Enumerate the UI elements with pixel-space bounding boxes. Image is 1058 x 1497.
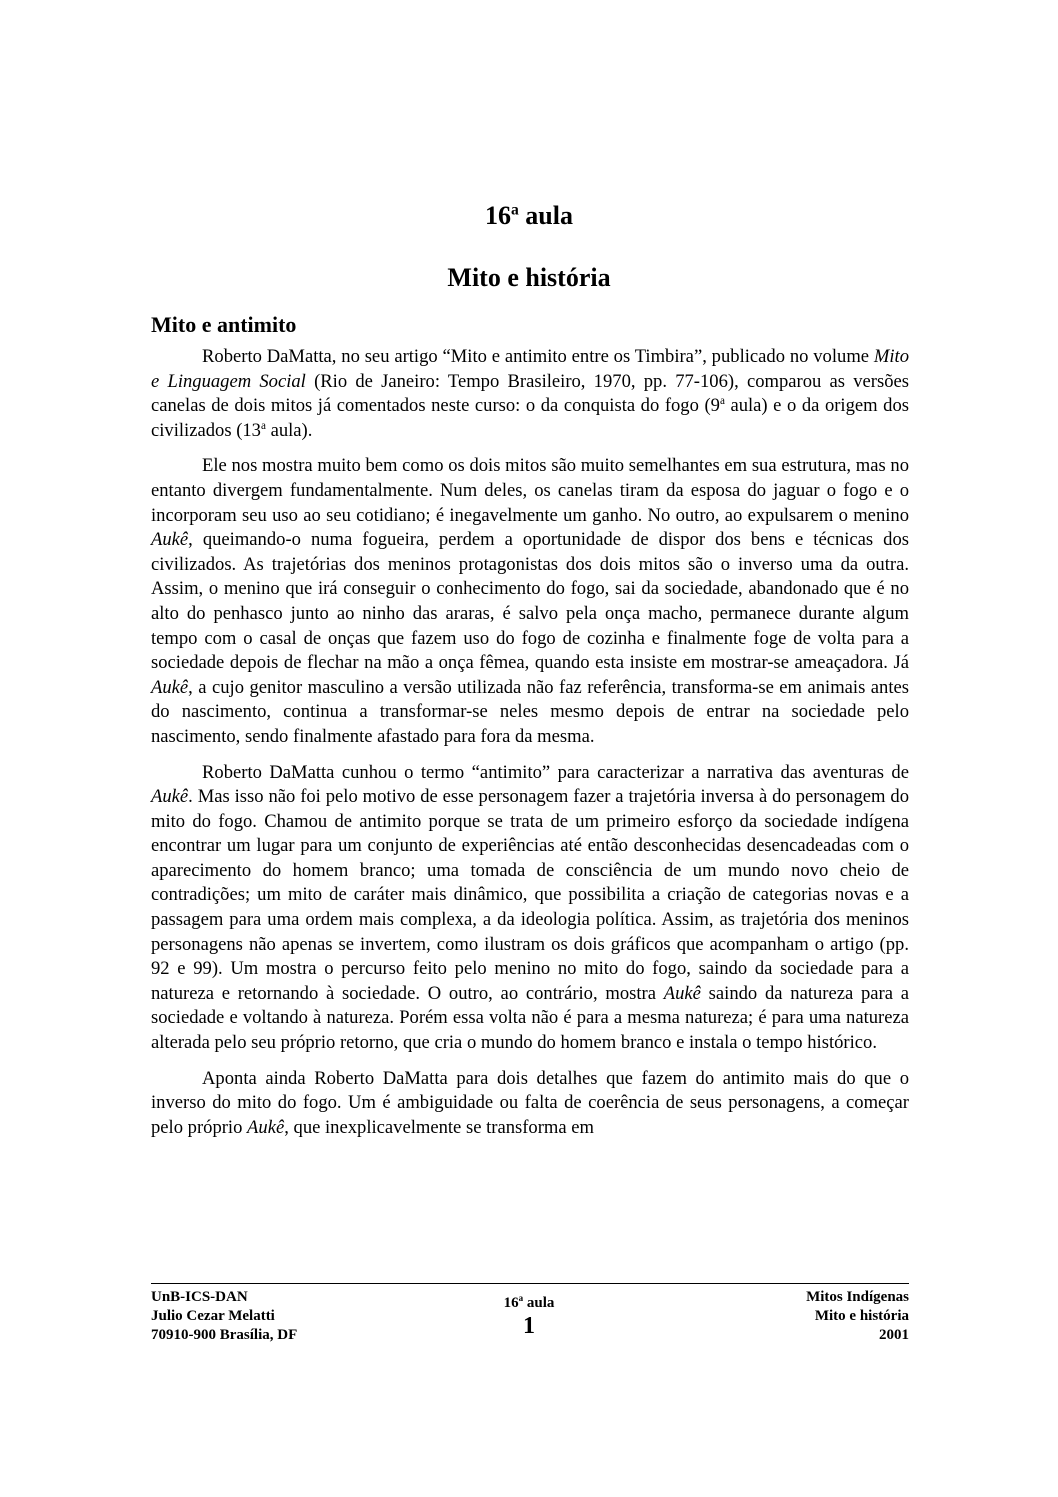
text-run: aula) e o da origem dos civilizados (13 bbox=[151, 395, 909, 441]
paragraph bbox=[151, 345, 909, 443]
italic-term: Aukê bbox=[151, 529, 189, 551]
footer-year: 2001 bbox=[879, 1327, 909, 1343]
text-run: Roberto DaMatta, no seu artigo “Mito e antimito entre os Timbira”, publicado no volume bbox=[202, 346, 874, 367]
text-run: Roberto DaMatta cunhou o termo “antimito” para caracterizar a narrativa das aventuras de bbox=[202, 761, 909, 783]
text-run: . Mas isso não foi pelo motivo de esse personagem fazer a trajetória inversa à do personagem do mito do fogo. Chamou de antimito porque se trata de um primeiro esforço da sociedade indígena encontrar um lugar para um conjunto de experiências até então desconhecidas desencadeadas com o aparecimento do homem branco; uma tomada de consciência de um mundo novo cheio de contradições; um mito de caráter mais dinâmico, que possibilita a criação de categorias novas e a passagem para uma ordem mais complexa, a da ideologia política. Assim, as trajetória dos meninos personagens não apenas se invertem, como ilustram os dois gráficos que acompanham o artigo (pp. 92 e 99). Um mostra o percurso feito pelo menino no mito do fogo, saindo da sociedade para a natureza e retornando à sociedade. O outro, ao contrário, mostra bbox=[151, 786, 909, 1004]
footer-lecture-ordinal: a bbox=[518, 1293, 524, 1303]
title-block bbox=[0, 196, 1058, 298]
footer-course: Mitos Indígenas bbox=[806, 1289, 909, 1305]
text-run: , a cujo genitor masculino a versão utilizada não faz referência, transforma-se em animais antes do nascimento, continua a transformar-se neles mesmo depois de entrar na sociedade pelo nascimento, sendo finalmente afastado para fora da mesma. bbox=[151, 676, 909, 747]
italic-term: Aukê bbox=[151, 786, 189, 808]
paragraph bbox=[151, 454, 909, 749]
text-run: , queimando-o numa fogueira, perdem a oportunidade de dispor dos bens e técnicas dos civilizados. As trajetórias dos meninos protagonistas dos dois mitos são o inverso uma da outra. Assim, o menino que irá conseguir o conhecimento do fogo, sai da sociedade, abandonado que é no alto do penhasco junto ao ninho das araras, é salvo pela onça macho, permanece durante algum tempo com o casal de onças que fazem uso do fogo de cozinha e finalmente foge de volta para a sociedade depois de flechar na mão a onça fêmea, quando esta insiste em mostrar-se ameaçadora. Já bbox=[151, 529, 909, 674]
italic-term: Aukê bbox=[663, 982, 701, 1004]
footer-lecture-word: aula bbox=[523, 1295, 555, 1311]
text-run: Ele nos mostra muito bem como os dois mitos são muito semelhantes em sua estrutura, mas no entanto divergem fundamentalmente. Num deles, os canelas tiram da esposa do jaguar o fogo e o incorporam seu uso ao seu cotidiano; é inegavelmente um ganho. No outro, ao expulsarem o menino bbox=[151, 455, 909, 526]
italic-term: Mito e Linguagem Social bbox=[151, 346, 909, 392]
page-title: Mito e história bbox=[447, 263, 611, 292]
section-heading: Mito e antimito bbox=[151, 312, 297, 337]
footer-lecture-number: 16 bbox=[503, 1295, 519, 1311]
footer-institution: UnB-ICS-DAN bbox=[151, 1289, 248, 1305]
footer-divider bbox=[151, 1283, 909, 1284]
text-run: Aponta ainda Roberto DaMatta para dois detalhes que fazem do antimito mais do que o inverso do mito do fogo. Um é ambiguidade ou falta de coerência de seus personagens, a começar pelo próprio bbox=[151, 1067, 909, 1138]
paragraph bbox=[151, 1067, 909, 1141]
lecture-number: 16 bbox=[485, 201, 511, 230]
paragraph bbox=[151, 761, 909, 1056]
italic-term: Aukê bbox=[151, 676, 189, 698]
footer-author: Julio Cezar Melatti bbox=[151, 1308, 275, 1324]
body-text bbox=[151, 345, 909, 1151]
page-number: 1 bbox=[523, 1313, 535, 1339]
text-run: aula). bbox=[265, 419, 313, 441]
text-run: saindo da natureza para a sociedade e voltando à natureza. Porém essa volta não é para a mesma natureza; é para uma natureza alterada pelo seu próprio retorno, que cria o mundo do homem branco e instala o tempo histórico. bbox=[151, 982, 909, 1054]
footer-lecture bbox=[479, 1294, 579, 1313]
text-run: , que inexplicavelmente se transforma em bbox=[284, 1116, 594, 1138]
italic-term: Aukê bbox=[247, 1116, 285, 1138]
footer-center bbox=[479, 1294, 579, 1339]
ordinal-superscript: a bbox=[260, 419, 266, 432]
footer-right bbox=[806, 1288, 909, 1345]
footer-topic: Mito e história bbox=[814, 1308, 909, 1324]
lecture-word: aula bbox=[518, 201, 573, 230]
footer-address: 70910-900 Brasília, DF bbox=[151, 1327, 298, 1343]
lecture-heading bbox=[0, 196, 1058, 236]
footer-left bbox=[151, 1288, 297, 1345]
text-run: (Rio de Janeiro: Tempo Brasileiro, 1970, pp. 77-106), comparou as versões canelas de dois mitos já comentados neste curso: o da conquista do fogo (9 bbox=[151, 370, 910, 417]
lecture-ordinal: a bbox=[511, 201, 519, 219]
ordinal-superscript: a bbox=[719, 395, 725, 407]
